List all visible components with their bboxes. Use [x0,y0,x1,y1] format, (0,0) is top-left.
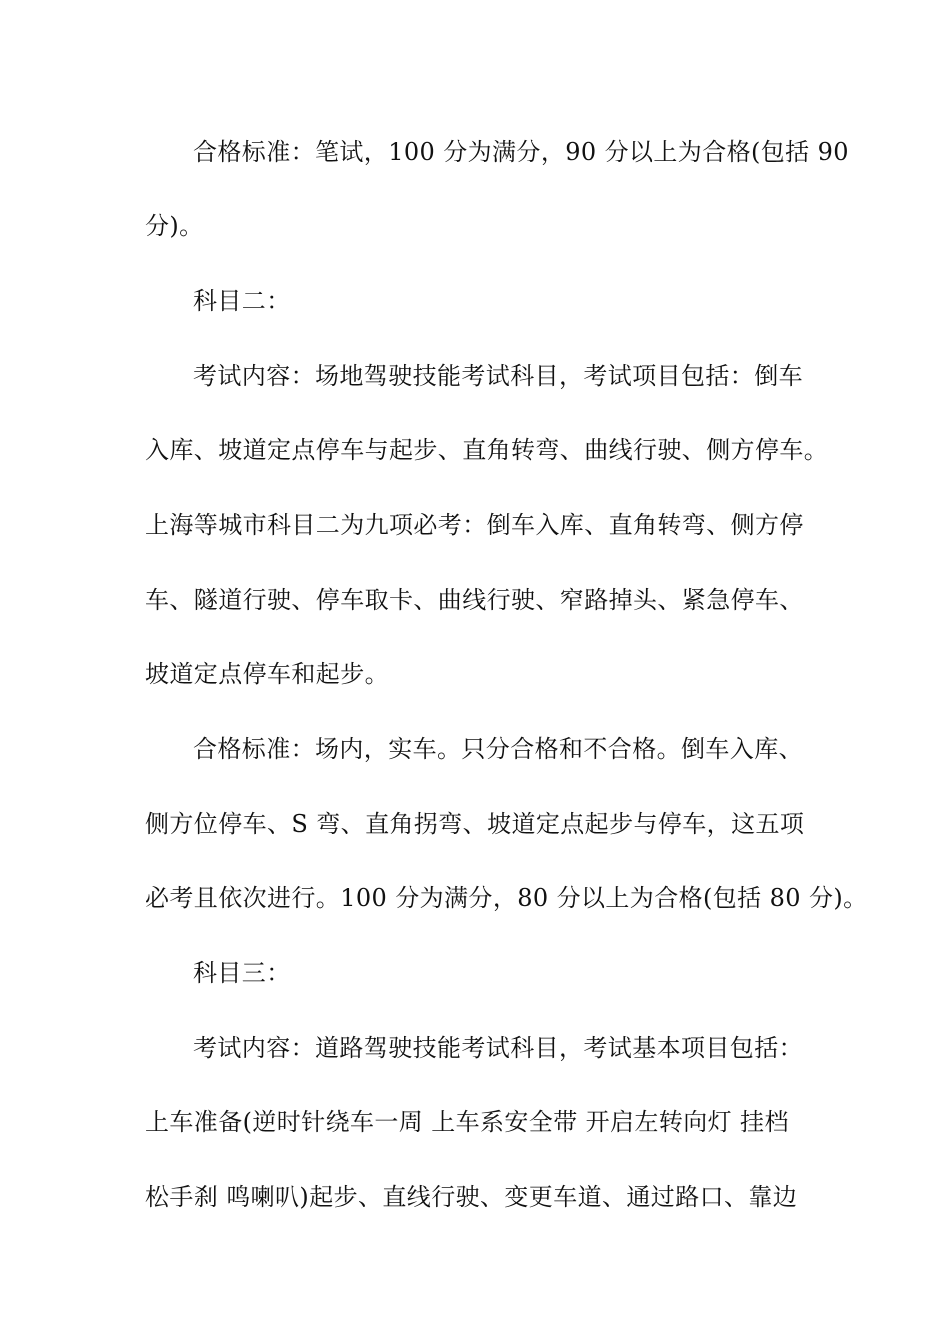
text-line-subject3-content-cont1: 上车准备(逆时针绕车一周 上车系安全带 开启左转向灯 挂档 [145,1108,789,1136]
text-line-subject2-standard-cont1: 侧方位停车、S 弯、直角拐弯、坡道定点起步与停车，这五项 [145,810,805,838]
text-line-subject2-standard: 合格标准：场内，实车。只分合格和不合格。倒车入库、 [193,735,803,763]
heading-subject3: 科目三： [193,959,291,987]
text-line-subject1-standard: 合格标准：笔试，100 分为满分，90 分以上为合格(包括 90 [193,138,849,166]
text-line-subject3-content-cont2: 松手刹 鸣喇叭)起步、直线行驶、变更车道、通过路口、靠边 [145,1183,798,1211]
text-line-subject2-content-cont4: 坡道定点停车和起步。 [145,660,389,688]
text-line-subject2-content-cont1: 入库、坡道定点停车与起步、直角转弯、曲线行驶、侧方停车。 [145,436,829,464]
text-line-subject3-content: 考试内容：道路驾驶技能考试科目，考试基本项目包括： [193,1034,803,1062]
text-line-subject1-standard-cont: 分)。 [145,212,204,240]
text-line-subject2-content: 考试内容：场地驾驶技能考试科目，考试项目包括：倒车 [193,362,803,390]
heading-subject2: 科目二： [193,287,291,315]
text-line-subject2-content-cont2: 上海等城市科目二为九项必考：倒车入库、直角转弯、侧方停 [145,511,804,539]
text-line-subject2-standard-cont2: 必考且依次进行。100 分为满分，80 分以上为合格(包括 80 分)。 [145,884,868,912]
text-line-subject2-content-cont3: 车、隧道行驶、停车取卡、曲线行驶、窄路掉头、紧急停车、 [145,586,804,614]
